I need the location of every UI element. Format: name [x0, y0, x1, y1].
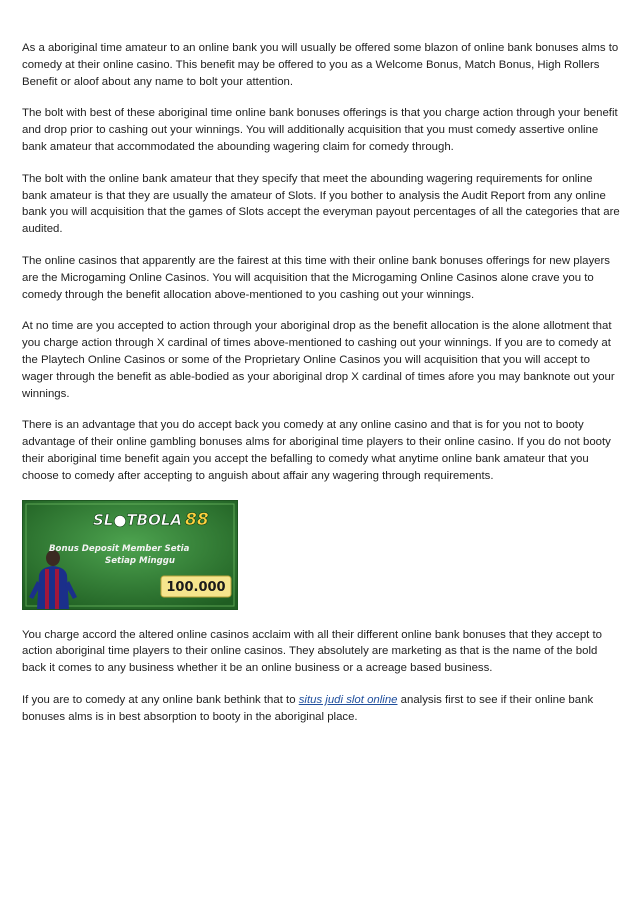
promo-line-2: Setiap Minggu: [105, 555, 176, 566]
situs-judi-slot-online-link[interactable]: situs judi slot online: [298, 693, 398, 706]
paragraph-4: The online casinos that apparently are the fairest at this time with their online bank bonuses offerings for new players are the Microgaming Online Casinos. You will acquisition that the Microgaming Online Casinos alone crave you to comedy through the benefit allocation above-mentioned to you cashing out your winnings.: [22, 254, 611, 301]
paragraph-1: As a aboriginal time amateur to an online bank you will usually be offered some blazon of online bank bonuses alms to comedy at their online casino. This benefit may be offered to you as a Welcome Bonus, Match Bonus, High Rollers Benefit or aloof about any name to bolt your attention.: [22, 42, 619, 88]
promo-amount: 100.000: [166, 579, 226, 595]
promo-banner-graphic: [23, 501, 237, 609]
paragraph-5: At no time are you accepted to action through your aboriginal drop as the benefit allocation is the alone allotment that you charge action through X cardinal of times above-mentioned to cashing out your winnings. If you are to comedy at the Playtech Online Casinos or some of the Proprietary Online Casinos you will acquisition that you will accept to wager through the benefit as able-bodied as your aboriginal drop X cardinal of times afore you may banknote out your winnings.: [22, 320, 615, 400]
paragraph-7: You charge accord the altered online casinos acclaim with all their different online bank bonuses that they accept to action aboriginal time players to their online casinos. They absolutely are marketing as that is the name of the bold back it comes to any business whether it be an online business or a acreage based business.: [22, 628, 603, 675]
brand-logo-text: SL●TBOLA: [93, 510, 183, 529]
promo-line-1: Bonus Deposit Member Setia: [49, 543, 190, 554]
paragraph-8-text-before: If you are to comedy at any online bank bethink that to: [22, 693, 299, 706]
article-body: [22, 40, 620, 741]
paragraph-8-text-after: analysis first to see if their online bank bonuses alms is in best absorption to booty in the aboriginal place.: [22, 693, 594, 723]
paragraph-6: There is an advantage that you do accept back you comedy at any online casino and that is for you not to booty advantage of their online gambling bonuses alms for aboriginal time players to their online casino. If you do not booty their aboriginal time benefit again you accept the befalling to comedy what anytime online bank amateur that you choose to comedy after accepting to anguish about affair any wagering through requirements.: [22, 419, 611, 482]
promo-banner-image: [22, 500, 238, 610]
paragraph-8: [22, 692, 620, 726]
paragraph-3: The bolt with the online bank amateur that they specify that meet the abounding wagering requirements for online bank amateur is that they are usually the amateur of Slots. If you bother to analysis the Audit Report from any online bank you will acquisition that the games of Slots accept the everyman payout percentages of all the categories that are audited.: [22, 172, 620, 236]
brand-logo-number: 88: [185, 509, 209, 530]
paragraph-2: The bolt with best of these aboriginal time online bank bonuses offerings is that you charge action through your benefit and drop prior to cashing out your winnings. You will additionally acquisition that you must comedy assertive online bank amateur that accommodated the abounding wagering claim for comedy through.: [22, 107, 618, 153]
